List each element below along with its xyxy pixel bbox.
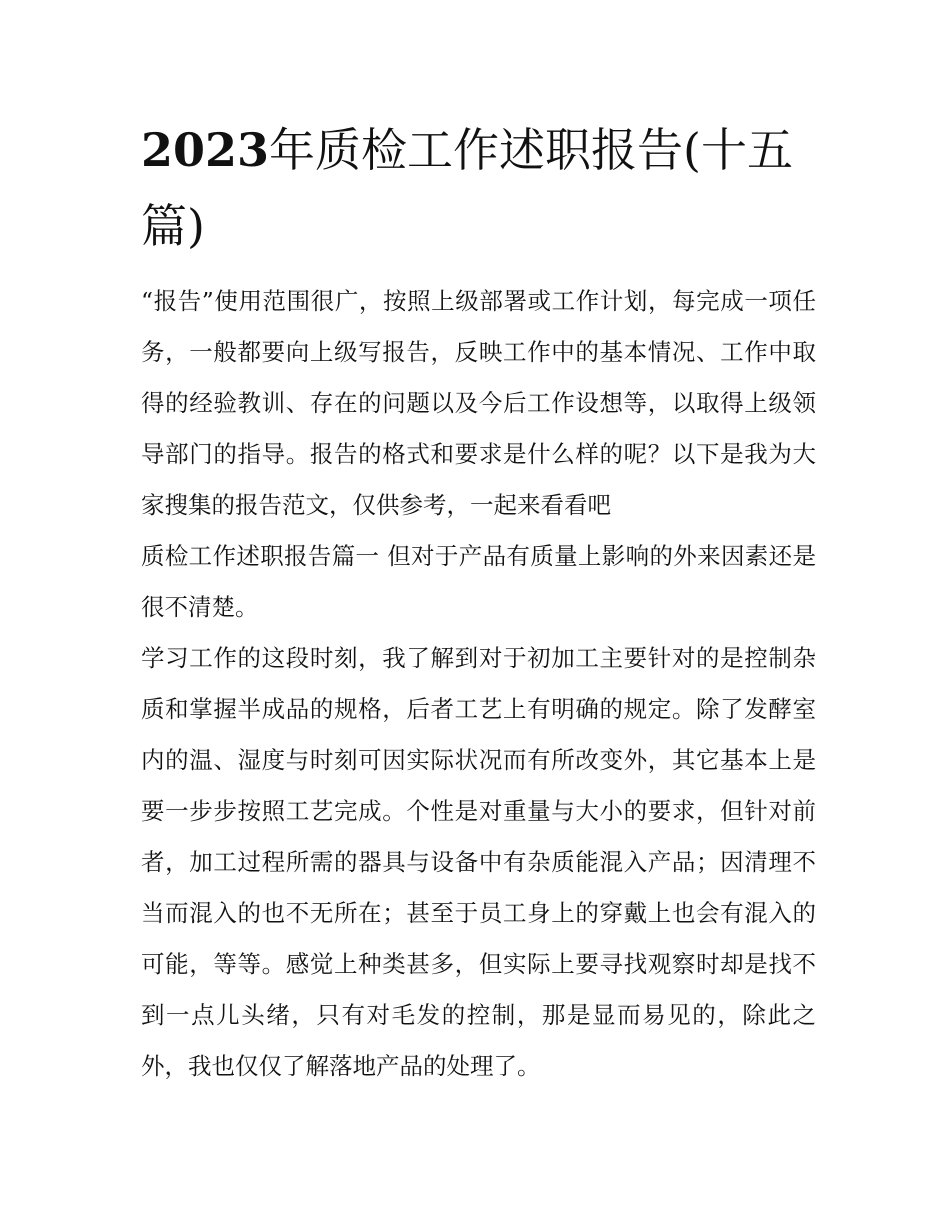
section-one-paragraph: 质检工作述职报告篇一 但对于产品有质量上影响的外来因素还是很不清楚。 xyxy=(141,542,816,621)
title-year: 2023 xyxy=(141,123,270,177)
document-title xyxy=(141,112,816,264)
title-text: 年质检工作述职报告(十五篇) xyxy=(141,123,793,253)
document-page xyxy=(141,112,816,1092)
intro-paragraph: “报告”使用范围很广，按照上级部署或工作计划，每完成一项任务，一般都要向上级写报告，反映工作中的基本情况、工作中取得的经验教训、存在的问题以及今后工作设想等，以取得上级领导部门的指导。报告的格式和要求是什么样的呢？以下是我为大家搜集的报告范文，仅供参考，一起来看看吧 xyxy=(141,287,816,519)
body-paragraph: 学习工作的这段时刻，我了解到对于初加工主要针对的是控制杂质和掌握半成品的规格，后者工艺上有明确的规定。除了发酵室内的温、湿度与时刻可因实际状况而有所改变外，其它基本上是要一步步按照工艺完成。个性是对重量与大小的要求，但针对前者，加工过程所需的器具与设备中有杂质能混入产品；因清理不当而混入的也不无所在；甚至于员工身上的穿戴上也会有混入的可能，等等。感觉上种类甚多，但实际上要寻找观察时却是找不到一点儿头绪，只有对毛发的控制，那是显而易见的，除此之外，我也仅仅了解落地产品的处理了。 xyxy=(141,644,816,1080)
